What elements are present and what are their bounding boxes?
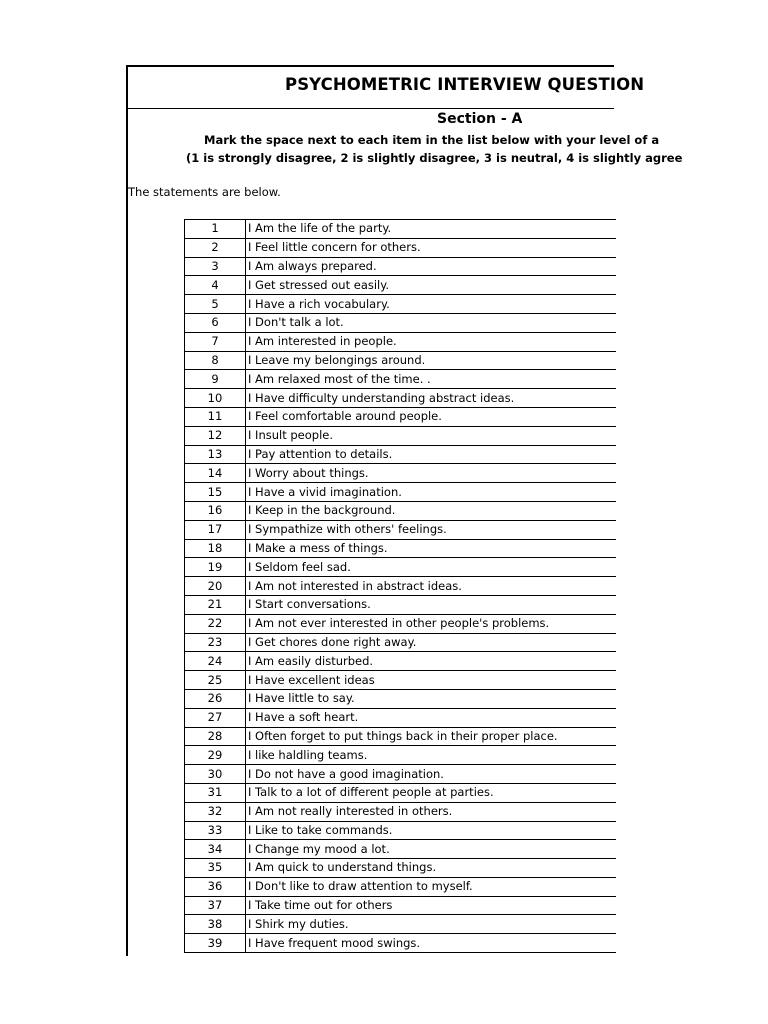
item-number: 25 [185,671,246,690]
table-row [185,915,617,934]
item-statement: I Leave my belongings around. [246,351,617,370]
item-statement: I Take time out for others [246,896,617,915]
item-statement: I Pay attention to details. [246,445,617,464]
table-row [185,840,617,859]
item-statement: I Have excellent ideas [246,671,617,690]
table-row [185,821,617,840]
item-statement: I Start conversations. [246,595,617,614]
item-number: 5 [185,295,246,314]
table-row [185,313,617,332]
item-statement: I Insult people. [246,426,617,445]
item-number: 36 [185,877,246,896]
item-number: 26 [185,689,246,708]
statements-table-body [185,220,617,953]
item-number: 28 [185,727,246,746]
item-statement: I Shirk my duties. [246,915,617,934]
table-row [185,614,617,633]
item-number: 4 [185,276,246,295]
item-statement: I Have little to say. [246,689,617,708]
item-number: 13 [185,445,246,464]
title-divider [126,108,614,109]
table-row [185,295,617,314]
item-number: 32 [185,802,246,821]
instruction-line-2: (1 is strongly disagree, 2 is slightly disagree, 3 is neutral, 4 is slightly agree [186,151,683,165]
top-border [126,65,614,67]
table-row [185,633,617,652]
item-statement: I Am not really interested in others. [246,802,617,821]
table-row [185,407,617,426]
item-number: 9 [185,370,246,389]
item-number: 33 [185,821,246,840]
item-number: 38 [185,915,246,934]
item-statement: I Get stressed out easily. [246,276,617,295]
item-statement: I Am always prepared. [246,257,617,276]
table-row [185,859,617,878]
item-number: 14 [185,464,246,483]
table-row [185,220,617,239]
table-row [185,426,617,445]
table-row [185,501,617,520]
item-number: 39 [185,934,246,953]
table-row [185,276,617,295]
item-statement: I Sympathize with others' feelings. [246,520,617,539]
item-statement: I Get chores done right away. [246,633,617,652]
table-row [185,783,617,802]
item-statement: I Often forget to put things back in their proper place. [246,727,617,746]
item-statement: I Have frequent mood swings. [246,934,617,953]
item-number: 37 [185,896,246,915]
table-row [185,802,617,821]
page-title: PSYCHOMETRIC INTERVIEW QUESTION [285,75,645,94]
item-statement: I like haldling teams. [246,746,617,765]
item-statement: I Have a soft heart. [246,708,617,727]
item-statement: I Feel comfortable around people. [246,407,617,426]
statements-intro: The statements are below. [128,185,281,199]
item-statement: I Am relaxed most of the time. . [246,370,617,389]
table-row [185,238,617,257]
item-number: 29 [185,746,246,765]
item-statement: I Am quick to understand things. [246,859,617,878]
item-statement: I Have difficulty understanding abstract ideas. [246,389,617,408]
item-number: 16 [185,501,246,520]
item-statement: I Have a vivid imagination. [246,483,617,502]
table-row [185,577,617,596]
table-row [185,520,617,539]
item-number: 21 [185,595,246,614]
item-number: 24 [185,652,246,671]
item-statement: I Seldom feel sad. [246,558,617,577]
item-number: 11 [185,407,246,426]
item-statement: I Keep in the background. [246,501,617,520]
table-row [185,558,617,577]
table-row [185,671,617,690]
item-number: 12 [185,426,246,445]
item-statement: I Make a mess of things. [246,539,617,558]
item-number: 7 [185,332,246,351]
item-statement: I Am interested in people. [246,332,617,351]
table-row [185,896,617,915]
table-row [185,445,617,464]
item-number: 1 [185,220,246,239]
table-row [185,652,617,671]
section-heading: Section - A [437,111,523,127]
table-row [185,539,617,558]
table-row [185,370,617,389]
table-row [185,332,617,351]
table-row [185,765,617,784]
table-row [185,877,617,896]
item-number: 2 [185,238,246,257]
item-statement: I Feel little concern for others. [246,238,617,257]
item-statement: I Don't talk a lot. [246,313,617,332]
item-number: 19 [185,558,246,577]
item-statement: I Don't like to draw attention to myself. [246,877,617,896]
table-row [185,727,617,746]
item-statement: I Talk to a lot of different people at parties. [246,783,617,802]
item-statement: I Am easily disturbed. [246,652,617,671]
item-statement: I Have a rich vocabulary. [246,295,617,314]
item-statement: I Am not interested in abstract ideas. [246,577,617,596]
item-number: 20 [185,577,246,596]
item-statement: I Am not ever interested in other people's problems. [246,614,617,633]
table-row [185,934,617,953]
item-number: 27 [185,708,246,727]
table-row [185,595,617,614]
item-number: 18 [185,539,246,558]
item-number: 23 [185,633,246,652]
item-number: 10 [185,389,246,408]
item-number: 8 [185,351,246,370]
table-row [185,746,617,765]
item-statement: I Do not have a good imagination. [246,765,617,784]
item-number: 15 [185,483,246,502]
item-statement: I Like to take commands. [246,821,617,840]
item-statement: I Worry about things. [246,464,617,483]
table-row [185,351,617,370]
instruction-line-1: Mark the space next to each item in the list below with your level of a [204,133,660,147]
item-number: 6 [185,313,246,332]
item-statement: I Change my mood a lot. [246,840,617,859]
item-statement: I Am the life of the party. [246,220,617,239]
item-number: 22 [185,614,246,633]
item-number: 34 [185,840,246,859]
table-row [185,464,617,483]
table-row [185,689,617,708]
table-row [185,483,617,502]
table-row [185,389,617,408]
item-number: 35 [185,859,246,878]
item-number: 17 [185,520,246,539]
item-number: 30 [185,765,246,784]
table-row [185,257,617,276]
item-number: 3 [185,257,246,276]
table-row [185,708,617,727]
item-number: 31 [185,783,246,802]
statements-table [184,219,616,953]
